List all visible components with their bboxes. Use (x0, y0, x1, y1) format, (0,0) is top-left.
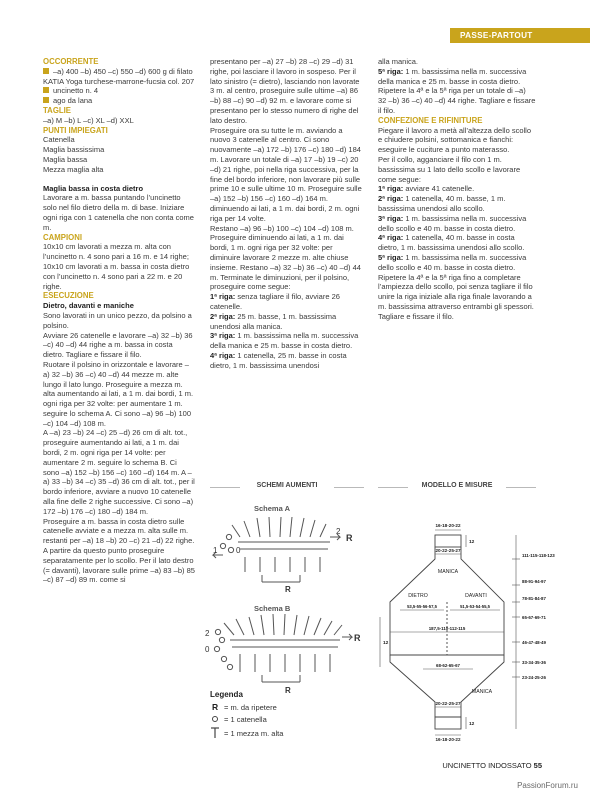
legend-hdc-text: = 1 mezza m. alta (224, 729, 284, 738)
esecuzione-text: A –a) 23 –b) 24 –c) 25 –d) 26 cm di alt. tot., proseguire aumentando ai lati, a 1 m. dai bordi, 2 m. ogni riga per 14 volte: per aumentare 2 m. seguire lo schema B. Ci sono –a) 152 –b) 156 –c) 160 –d) 164 m. A –a) 33 –b) 34 –c) 35 –d) 36 cm di alt. tot., per il bordo inferiore, avviare a nuovo 10 catenelle alla fine delle 2 righe successive. Ci sono –a) 172 –b) 176 –c) 180 –d) 184 m. (43, 428, 195, 516)
row-instruction: 4ª riga: 1 catenella, 25 m. basse in costa dietro, 1 m. bassissima unendosi (210, 350, 347, 370)
height-measure-1: 111-115-118-123 (522, 553, 555, 558)
column-3 (378, 57, 536, 322)
dietro-label: DIETRO (408, 593, 428, 599)
body-text: alla manica. (378, 57, 419, 66)
page-footer (442, 761, 542, 770)
bullet-icon (43, 87, 49, 93)
davanti-label: DAVANTI (465, 593, 487, 599)
schema-b-repeat-bottom: R (285, 686, 291, 695)
schema-a-row-1: 1 (213, 546, 218, 555)
row-instruction: 5ª riga: 1 m. bassissima nella m. successiva della manica e 25 m. basse in costa dietro. (378, 66, 527, 86)
body-text: Per il collo, agganciare il filo con 1 m. bassissima su 1 lato dello scollo e lavorare come segue: (378, 154, 521, 184)
bottom-cuff-height: 12 (469, 722, 475, 727)
punti-item: Mezza maglia alta (43, 164, 104, 174)
occorrente-item: –a) 400 –b) 450 –c) 550 –d) 600 g di filato KATIA Yoga turchese-marrone-fucsia col. 207 (43, 66, 195, 86)
bottom-cuff-measure: 16-18-20-22 (435, 737, 461, 742)
top-width-measure: 20-22-25-27 (435, 548, 461, 553)
legenda-heading: Legenda (210, 690, 243, 699)
row-instruction: 3ª riga: 1 m. bassissima nella m. successiva della manica e 25 m. basse in costa dietro. (210, 331, 359, 351)
schema-b-repeat: R (354, 633, 361, 643)
confezione-heading: CONFEZIONE E RIFINITURE (378, 115, 483, 125)
taglie-heading: TAGLIE (43, 105, 72, 115)
punti-item: Maglia bassa (43, 154, 88, 164)
row-instruction: 4ª riga: 1 catenella, 40 m. basse in costa dietro, 1 m. bassissima unendosi allo scollo. (378, 233, 525, 253)
row-instruction: 3ª riga: 1 m. bassissima nella m. successiva dello scollo e 40 m. basse in costa dietro. (378, 213, 527, 233)
esecuzione-text: Avviare 26 catenelle e lavorare –a) 32 –b) 36 –c) 40 –d) 44 righe a m. bassa in costa dietro. Tagliare e fissare il filo. (43, 330, 193, 360)
maglia-bassa-text: Lavorare a m. bassa puntando l’uncinetto solo nel filo dietro della m. di base. Iniziare ogni riga con 1 catenella che non conta come m. (43, 193, 194, 232)
esecuzione-text: Proseguire a m. bassa in costa dietro sulle catenelle avviate e a mezza m. alta sulle m. restanti per –a) 18 –b) 20 –c) 21 –d) 22 righe. (43, 516, 195, 546)
schema-a-repeat-bottom: R (285, 585, 291, 594)
dietro-heading: Dietro, davanti e maniche (43, 301, 134, 311)
bullet-icon (43, 68, 49, 74)
total-width: 187,5-110-112-115 (428, 626, 466, 631)
esecuzione-text: Ruotare il polsino in orizzontale e lavorare –a) 32 –b) 36 –c) 40 –d) 44 mezze m. alte lungo il lato lungo. Proseguire a mezza m. alta aumentando ai lati, a 1 m. dai bordi, 1 m. ogni riga per 32 volte: per aumentare 1 m. seguire lo schema A. Ci sono –a) 96 –b) 100 –c) 104 –d) 108 m. (43, 359, 194, 428)
row-instruction: 1ª riga: senza tagliare il filo, avviare 26 catenelle. (210, 292, 340, 311)
modello-heading: MODELLO E MISURE (408, 482, 506, 489)
legend-repeat-text: = m. da ripetere (224, 703, 277, 712)
section-header (450, 28, 590, 43)
bottom-width-measure: 20-22-25-27 (435, 701, 461, 706)
height-measure-7: 23-24-25-26 (522, 675, 546, 680)
manica-label-2: MANICA (471, 689, 493, 695)
chain-legend-icon (213, 717, 218, 722)
row-instruction: 5ª riga: 1 m. bassissima nella m. successiva dello scollo e 40 m. basse in costa dietro. (378, 252, 527, 272)
schema-a-row-0: 0 (236, 546, 241, 555)
schema-b-row-2: 2 (205, 629, 210, 638)
footer-label: UNCINETTO INDOSSATO (442, 761, 532, 770)
body-text: Ripetere la 4ª e la 5ª riga per un totale di –a) 32 –b) 36 –c) 40 –d) 44 righe. Tagliare e fissare il filo. (378, 86, 536, 115)
body-text: presentano per –a) 27 –b) 28 –c) 29 –d) 31 righe, poi lasciare il lavoro in sospeso. Per il lato sinistro (= dietro), lasciando non lavorate 3 m. al centro, proseguire sulle ultime –a) 86 –b) 88 –c) 90 –d) 92 m. e lavorare come si presentano per lo stesso numero di righe del lato destro. (210, 57, 360, 125)
dietro-width: 53,5-55-56-57,5 (407, 604, 437, 609)
campioni-heading: CAMPIONI (43, 232, 82, 242)
height-measure-3: 78-81-84-87 (522, 596, 546, 601)
occorrente-heading: OCCORRENTE (43, 57, 99, 66)
davanti-width: 51,5-53-54-55,5 (460, 604, 490, 609)
height-measure-2: 88-91-94-97 (522, 579, 546, 584)
manica-label: MANICA (437, 569, 459, 575)
legend-repeat-symbol: R (212, 702, 219, 712)
punti-item: Maglia bassissima (43, 145, 105, 155)
occorrente-item: uncinetto n. 4 (43, 86, 195, 96)
row-instruction: 2ª riga: 1 catenella, 40 m. basse, 1 m. bassissima unendosi allo scollo. (378, 194, 506, 213)
schema-a-repeat: R (346, 533, 353, 543)
body-text: Proseguire ora su tutte le m. avviando a nuovo 3 catenelle al centro. Ci sono nuovamente –a) 172 –b) 176 –c) 180 –d) 184 m. Lavorare un totale di –a) 17 –b) 19 –c) 20 –d) 21 righe, poi nella riga successiva, per la fine del bordo inferiore, non lavorare più sulle prime 10 e sulle ultime 10 m. Proseguire sulle –a) 152 –b) 156 –c) 160 –d) 164 m. diminuendo ai lati, a 1 m. dai bordi, 2 m. ogni riga per 14 volte. (210, 125, 362, 223)
esecuzione-text: A partire da questo punto proseguire separatamente per lo scollo. Per il lato destro (= davanti), lavorare sulle prime –a) 83 –b) 85 –c) 87 –d) 89 m. come si (43, 546, 195, 585)
schemi-diagram (200, 497, 370, 742)
half-double-legend-icon (211, 728, 219, 738)
campioni-text: 10x10 cm lavorati a m. bassa in costa dietro con l’uncinetto n. 4 sono pari a 22 m. e 20 righe. (43, 261, 190, 291)
schemi-heading: SCHEMI AUMENTI (240, 482, 334, 489)
bullet-icon (43, 97, 49, 103)
legend-chain-text: = 1 catenella (224, 715, 267, 724)
campioni-text: 10x10 cm lavorati a mezza m. alta con l’uncinetto n. 4 sono pari a 16 m. e 14 righe; (43, 242, 189, 262)
height-measure-6: 33-34-35-36 (522, 660, 546, 665)
maglia-bassa-heading: Maglia bassa in costa dietro (43, 183, 144, 193)
punti-heading: PUNTI IMPIEGATI (43, 125, 108, 135)
section-title: PASSE-PARTOUT (460, 31, 533, 40)
body-text: Restano –a) 96 –b) 100 –c) 104 –d) 108 m. Proseguire diminuendo ai lati, a 1 m. dai bordi, 1 m. ogni riga per 32 volte: per diminuire lavorare 2 mezze m. alte chiuse insieme. Restano –a) 32 –b) 36 –c) 40 –d) 44 m. Terminate le diminuzioni, per il polsino, proseguire come segue: (210, 223, 361, 292)
top-cuff-height: 12 (469, 540, 475, 545)
lower-band-height: 12 (383, 641, 389, 646)
taglie-text: –a) M –b) L –c) XL –d) XXL (43, 115, 134, 125)
esecuzione-heading: ESECUZIONE (43, 291, 94, 301)
occorrente-item: ago da lana (43, 96, 195, 106)
schema-a-row-2: 2 (336, 527, 341, 536)
neck-measure: 68-62-65-67 (436, 663, 460, 668)
schema-b-row-0: 0 (205, 645, 210, 654)
column-1 (43, 57, 195, 585)
page-number: 55 (533, 761, 542, 770)
schema-a-label: Schema A (254, 504, 290, 513)
punti-item: Catenella (43, 135, 75, 145)
body-text: Piegare il lavoro a metà all’altezza dello scollo e chiudere polsini, sottomanica e fianchi: eseguire le cuciture a punto materasso. (378, 125, 531, 155)
schema-b-symbols (214, 614, 352, 682)
schema-a-symbols (213, 517, 340, 582)
height-measure-4: 65-67-69-71 (522, 615, 546, 620)
schema-b-label: Schema B (254, 604, 291, 613)
watermark: PassionForum.ru (517, 781, 578, 790)
body-text: Ripetere la 4ª e la 5ª riga fino a completare l’ampiezza dello scollo, poi senza tagliare il filo unire la riga iniziale alla riga finale lavorando a m. bassissima attraverso entrambi gli spessori. Tagliare e fissare il filo. (378, 272, 534, 321)
column-2 (210, 57, 364, 371)
top-cuff-measure: 16-18-20-22 (435, 523, 461, 528)
height-measure-5: 46-47-48-49 (522, 640, 546, 645)
modello-diagram (378, 497, 586, 742)
row-instruction: 1ª riga: avviare 41 catenelle. (378, 184, 475, 194)
row-instruction: 2ª riga: 25 m. basse, 1 m. bassissima unendosi alla manica. (210, 311, 337, 331)
esecuzione-text: Sono lavorati in un unico pezzo, da polsino a polsino. (43, 310, 192, 330)
